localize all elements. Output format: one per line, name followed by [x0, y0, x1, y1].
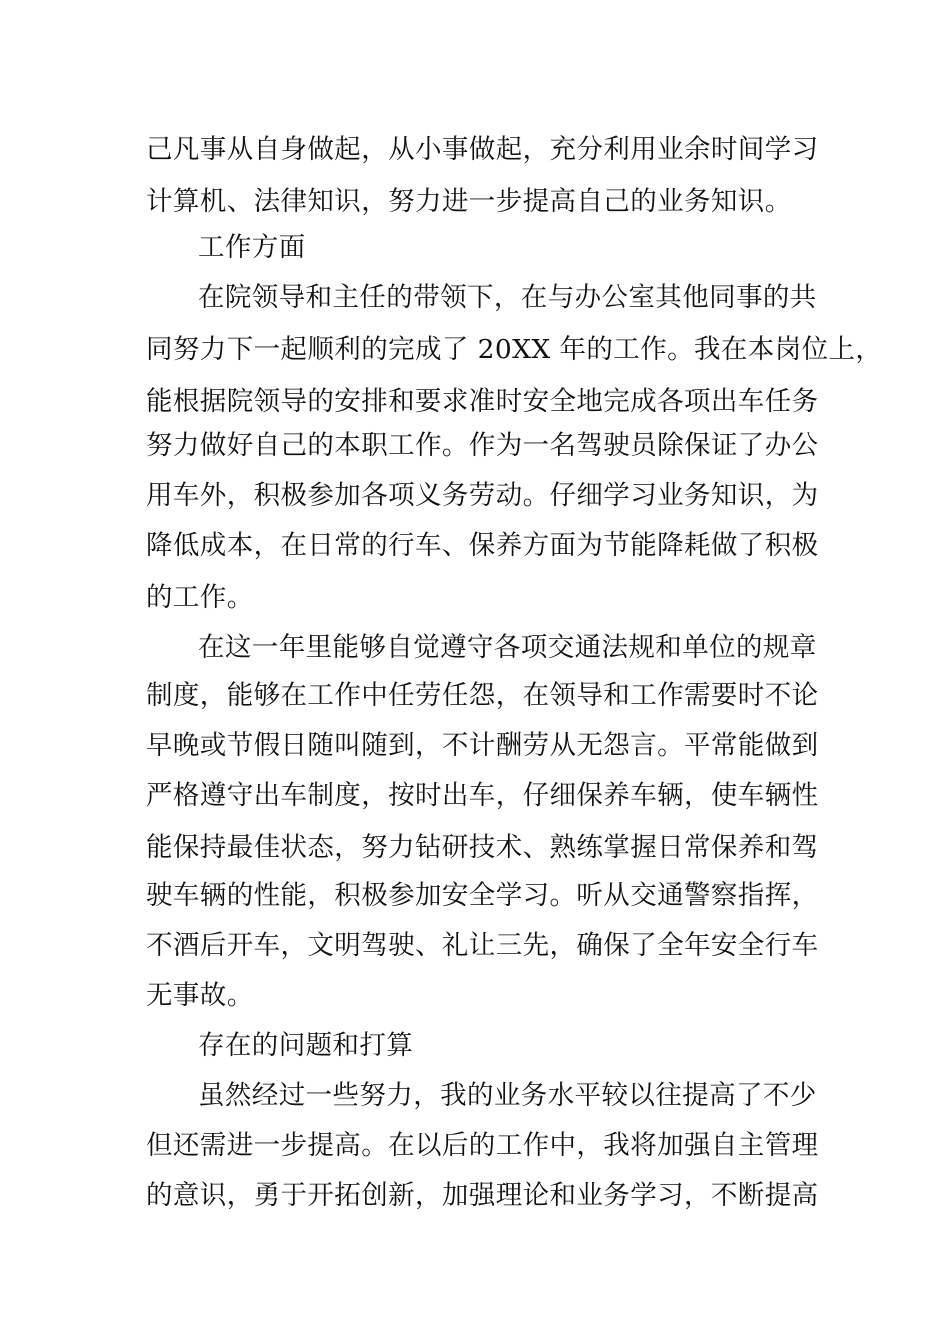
text-line: 严格遵守出车制度，按时出车，仔细保养车辆，使车辆性 [146, 780, 819, 811]
text-line: 制度，能够在工作中任劳任怨，在领导和工作需要时不论 [146, 680, 819, 711]
text-line: 降低成本，在日常的行车、保养方面为节能降耗做了积极 [146, 530, 819, 561]
section-heading-work: 工作方面 [198, 232, 306, 263]
section-heading-issues: 存在的问题和打算 [198, 1030, 414, 1061]
text-line: 在院领导和主任的带领下，在与办公室其他同事的共 [198, 282, 817, 313]
text-line: 能根据院领导的安排和要求准时安全地完成各项出车任务 [146, 386, 819, 417]
text-line: 己凡事从自身做起，从小事做起，充分利用业余时间学习 [146, 134, 819, 165]
text-line: 但还需进一步提高。在以后的工作中，我将加强自主管理 [146, 1130, 819, 1161]
text-line: 同努力下一起顺利的完成了 20XX 年的工作。我在本岗位上， [146, 334, 883, 365]
text-line: 不酒后开车，文明驾驶、礼让三先，确保了全年安全行车 [146, 930, 819, 961]
text-line: 早晚或节假日随叫随到，不计酬劳从无怨言。平常能做到 [146, 730, 819, 761]
text-line: 计算机、法律知识，努力进一步提高自己的业务知识。 [146, 186, 792, 217]
text-line: 用车外，积极参加各项义务劳动。仔细学习业务知识，为 [146, 480, 819, 511]
text-line: 的工作。 [146, 582, 254, 613]
text-line: 的意识，勇于开拓创新，加强理论和业务学习，不断提高 [146, 1180, 819, 1211]
text-line: 无事故。 [146, 980, 254, 1011]
text-line: 虽然经过一些努力，我的业务水平较以往提高了不少 [198, 1080, 817, 1111]
text-line: 在这一年里能够自觉遵守各项交通法规和单位的规章 [198, 632, 817, 663]
text-line: 努力做好自己的本职工作。作为一名驾驶员除保证了办公 [146, 430, 819, 461]
text-line: 能保持最佳状态，努力钻研技术、熟练掌握日常保养和驾 [146, 832, 819, 863]
text-line: 驶车辆的性能，积极参加安全学习。听从交通警察指挥， [146, 880, 819, 911]
